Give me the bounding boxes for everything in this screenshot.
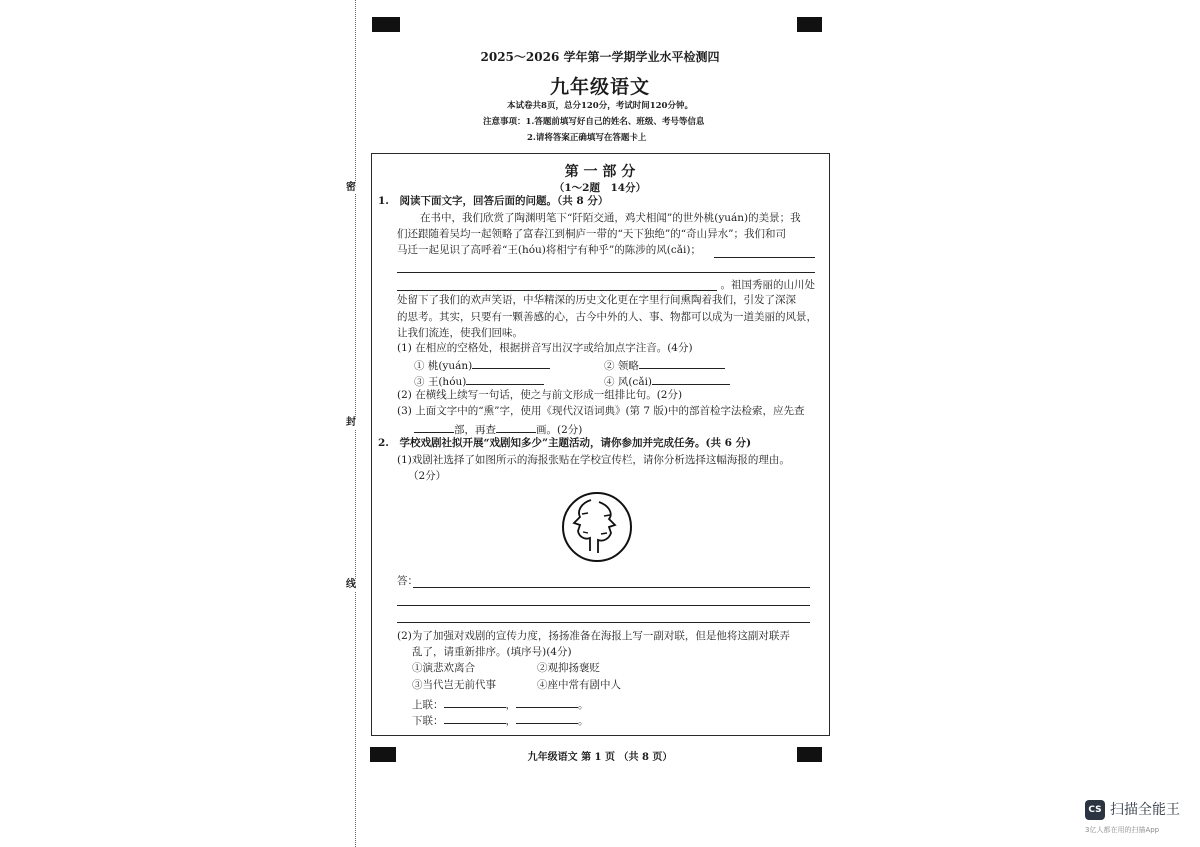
answer-blank[interactable] <box>652 373 730 385</box>
q1-passage-line: 处留下了我们的欢声笑语，中华精深的历史文化更在字里行间熏陶着我们，引发了深深 <box>397 294 796 306</box>
camscanner-logo-icon: CS <box>1085 800 1105 820</box>
upper-couplet-line <box>412 696 589 712</box>
q1-sub1-item-label: ③ 王(hóu) <box>414 376 467 388</box>
q1-sub1-item-label: ④ 风(cǎi) <box>604 376 653 388</box>
couplet-option: ④座中常有剧中人 <box>537 679 621 691</box>
q2-sub1-prompt: (1)戏剧社选择了如图所示的海报张贴在学校宣传栏，请你分析选择这幅海报的理由。 <box>397 454 790 466</box>
q1-sub3-part-b: 画。(2分) <box>536 424 583 436</box>
couplet-option: ①演悲欢离合 <box>412 662 475 674</box>
q1-passage-line: 们还跟随着吴均一起领略了富春江到桐庐一带的“天下独绝”的“奇山异水”；我们和司 <box>397 228 786 240</box>
couplet-option: ③当代岂无前代事 <box>412 679 496 691</box>
q1-sub3-answer-line <box>414 421 582 437</box>
upper-couplet-label: 上联： <box>412 699 444 711</box>
camscanner-brand: 扫描全能王 <box>1110 802 1180 818</box>
answer-line[interactable] <box>397 605 810 606</box>
q1-sub1-item-label: ② 领略 <box>604 360 639 372</box>
q1-sub1-prompt: (1) 在相应的空格处，根据拼音写出汉字或给加点字注音。(4分) <box>397 342 693 354</box>
q1-sub1-item <box>414 357 550 373</box>
exam-notice-2: 2.请将答案正确填写在答题卡上 <box>527 133 647 143</box>
exam-notice-1: 注意事项：1.答题前填写好自己的姓名、班级、考号等信息 <box>483 117 705 127</box>
answer-blank[interactable] <box>472 357 550 369</box>
q1-passage-line: 。祖国秀丽的山川处 <box>720 279 815 291</box>
q1-sub1-item <box>604 357 725 373</box>
q2-sub1-score: （2分） <box>408 470 447 482</box>
answer-blank[interactable] <box>639 357 725 369</box>
part-title: 第 一 部 分 <box>564 164 636 180</box>
q1-sub3-part-a: 部，再查 <box>454 424 496 436</box>
q1-sub1-item <box>604 373 730 389</box>
period: 。 <box>578 715 589 727</box>
q1-sub1-item-label: ① 桃(yuán) <box>414 360 473 372</box>
q2-sub2-prompt: 乱了，请重新排序。(填序号)(4分) <box>412 646 572 658</box>
q1-sub1-item <box>414 373 544 389</box>
q2-sub2-prompt: (2)为了加强对戏剧的宣传力度，扬扬准备在海报上写一副对联，但是他将这副对联弄 <box>397 630 790 642</box>
registration-mark-top-left <box>372 17 400 32</box>
lower-couplet-label: 下联： <box>412 715 444 727</box>
page-footer: 九年级语文 第 1 页 （共 8 页） <box>527 752 673 763</box>
answer-blank[interactable] <box>496 421 536 433</box>
q1-passage-blank[interactable] <box>714 257 815 258</box>
comma: ， <box>505 715 516 727</box>
part-range: （1～2题 14分） <box>553 182 647 194</box>
q1-passage-line: 在书中，我们欣赏了陶渊明笔下“阡陌交通，鸡犬相闻”的世外桃(yuán)的美景；我 <box>420 212 801 224</box>
q1-passage-line: 马迁一起见识了高呼着“王(hóu)将相宁有种乎”的陈涉的风(cǎi)； <box>397 244 701 256</box>
answer-blank[interactable] <box>516 696 578 708</box>
answer-line[interactable] <box>397 622 810 623</box>
comma: ， <box>505 699 516 711</box>
q2-stem: 2. 学校戏剧社拟开展“戏剧知多少”主题活动，请你参加并完成任务。(共 6 分) <box>378 437 752 449</box>
q1-stem: 1. 阅读下面文字，回答后面的问题。（共 8 分） <box>378 195 609 207</box>
lower-couplet-line <box>412 712 589 728</box>
margin-label-feng: 封 <box>346 417 356 428</box>
q1-passage-line: 让我们流连，使我们回味。 <box>397 327 523 339</box>
exam-subject: 九年级语文 <box>549 76 650 98</box>
answer-blank[interactable] <box>444 696 506 708</box>
q1-sub2-prompt: (2) 在横线上续写一句话，使之与前文形成一组排比句。(2分) <box>397 389 683 401</box>
drama-poster-image <box>557 487 637 567</box>
answer-line[interactable] <box>413 587 810 588</box>
period: 。 <box>578 699 589 711</box>
margin-label-mi: 密 <box>346 182 356 193</box>
exam-info: 本试卷共8页，总分120分，考试时间120分钟。 <box>507 101 693 111</box>
q1-passage-line: 的思考。其实，只要有一颗善感的心，古今中外的人、事、物都可以成为一道美丽的风景， <box>397 311 817 323</box>
margin-label-xian: 线 <box>346 579 356 590</box>
answer-blank[interactable] <box>516 712 578 724</box>
answer-blank[interactable] <box>466 373 544 385</box>
q1-passage-blank[interactable] <box>397 272 815 273</box>
q1-passage-blank[interactable] <box>397 290 717 291</box>
exam-title: 2025～2026 学年第一学期学业水平检测四 <box>480 50 720 64</box>
registration-mark-top-right <box>797 17 822 32</box>
couplet-option: ②观抑扬褒贬 <box>537 662 600 674</box>
q2-answer-label: 答： <box>397 575 418 587</box>
answer-blank[interactable] <box>414 421 454 433</box>
answer-blank[interactable] <box>444 712 506 724</box>
q1-sub3-prompt: (3) 上面文字中的“熏”字，使用《现代汉语词典》(第 7 版)中的部首检字法检索，应先查 <box>397 405 805 417</box>
camscanner-tagline: 3亿人都在用的扫描App <box>1085 826 1160 834</box>
